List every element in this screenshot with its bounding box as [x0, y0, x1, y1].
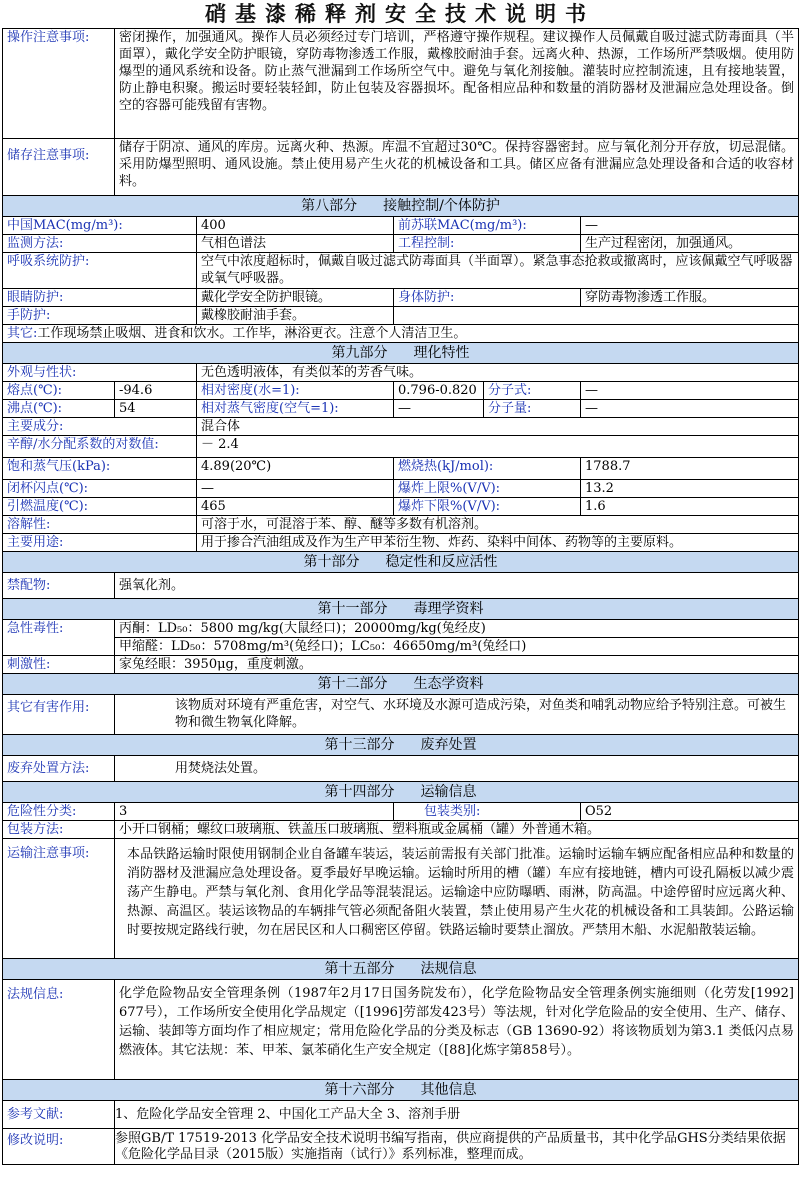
irritation-row: [3, 656, 799, 674]
revision-value: 参照GB/T 17519-2013 化学品安全技术说明书编写指南，供应商提供的产品质量书，其中化学品GHS分类结果依据《危险化学品目录（2015版）实施指南（试行）》系列标准，整理而成。: [115, 1129, 799, 1165]
eye-row: [3, 289, 799, 307]
hazard-class-label: 危险性分类:: [3, 803, 115, 821]
combustion-heat-label: 燃烧热(kJ/mol):: [394, 458, 581, 480]
regulation-row: [3, 980, 799, 1080]
engineering-value: 生产过程密闭，加强通风。: [581, 235, 799, 253]
reference-value: 1、危险化学品安全管理 2、中国化工产品大全 3、溶剂手册: [115, 1101, 799, 1129]
combustion-heat-value: 1788.7: [581, 458, 799, 480]
eye-value: 戴化学安全防护眼镜。: [197, 289, 394, 307]
vapor-pressure-row: [3, 458, 799, 480]
irritation-label: 刺激性:: [3, 656, 115, 674]
hazard-class-value: 3: [115, 803, 394, 821]
hand-value: 戴橡胶耐油手套。: [197, 307, 394, 325]
appearance-row: [3, 364, 799, 382]
appearance-label: 外观与性状:: [3, 364, 197, 382]
flash-point-value: —: [197, 480, 394, 498]
molecular-weight-value: —: [581, 400, 799, 418]
monitor-value: 气相色谱法: [197, 235, 394, 253]
ignition-row: [3, 498, 799, 516]
packaging-value: 小开口钢桶；螺纹口玻璃瓶、铁盖压口玻璃瓶、塑料瓶或金属桶（罐）外普通木箱。: [115, 821, 799, 839]
mac-cn-label: 中国MAC(mg/m³):: [3, 217, 197, 235]
use-value: 用于掺合汽油组成及作为生产甲苯衍生物、炸药、染料中间体、药物等的主要原料。: [197, 534, 799, 552]
packaging-row: [3, 821, 799, 839]
vapor-density-label: 相对蒸气密度(空气=1):: [197, 400, 394, 418]
lower-limit-value: 1.6: [581, 498, 799, 516]
section-13-title: 废弃处置: [420, 737, 477, 753]
section-12-number: 第十二部分: [317, 676, 388, 692]
revision-label: 修改说明:: [3, 1129, 115, 1165]
body-label: 身体防护:: [394, 289, 581, 307]
logp-row: [3, 436, 799, 458]
reference-label: 参考文献:: [3, 1101, 115, 1129]
flash-row: [3, 480, 799, 498]
section-10-title: 稳定性和反应活性: [385, 554, 498, 570]
section-16-number: 第十六部分: [324, 1082, 395, 1098]
section-11-number: 第十一部分: [317, 601, 388, 617]
incompat-value: 强氧化剂。: [115, 573, 799, 599]
upper-limit-value: 13.2: [581, 480, 799, 498]
operation-text: 密闭操作，加强通风。操作人员必须经过专门培训，严格遵守操作规程。建议操作人员佩戴自吸过滤式防毒面具（半面罩），戴化学安全防护眼镜，穿防毒物渗透工作服，戴橡胶耐油手套。远离火种、热源，工作场所严禁吸烟。使用防爆型的通风系统和设备。防止蒸气泄漏到工作场所空气中。避免与氧化剂接触。灌装时应控制流速，且有接地装置，防止静电积聚。搬运时要轻装轻卸，防止包装及容器损坏。配备相应品种和数量的消防器材及泄漏应急处理设备。倒空的容器可能残留有害物。: [115, 29, 799, 139]
revision-row: [3, 1129, 799, 1165]
section-9-title: 理化特性: [413, 345, 470, 361]
other-label: 其它:: [7, 326, 38, 341]
section-15-number: 第十五部分: [324, 961, 395, 977]
storage-text: 储存于阴凉、通风的库房。远离火种、热源。库温不宜超过30℃。保持容器密封。应与氧化剂分开存放，切忌混储。采用防爆型照明、通风设施。禁止使用易产生火花的机械设备和工具。储区应备有泄漏应急处理设备和合适的收容材料。: [115, 139, 799, 196]
transport-notes-row: [3, 839, 799, 959]
mac-su-value: —: [581, 217, 799, 235]
logp-value: － 2.4: [197, 436, 799, 458]
monitor-label: 监测方法:: [3, 235, 197, 253]
component-row: [3, 418, 799, 436]
section-12-header: [3, 674, 799, 695]
section-14-header: [3, 782, 799, 803]
solubility-label: 溶解性:: [3, 516, 197, 534]
eco-label: 其它有害作用:: [3, 695, 115, 735]
melting-row: [3, 382, 799, 400]
package-category-label: 包装类别:: [394, 803, 581, 821]
respiratory-label: 呼吸系统防护:: [3, 253, 197, 289]
regulation-label: 法规信息:: [3, 980, 115, 1080]
use-row: [3, 534, 799, 552]
mac-row: [3, 217, 799, 235]
storage-label: 储存注意事项:: [3, 139, 115, 196]
reference-row: [3, 1101, 799, 1129]
incompat-label: 禁配物:: [3, 573, 115, 599]
sds-table: [2, 28, 799, 1165]
vapor-pressure-label: 饱和蒸气压(kPa):: [3, 458, 197, 480]
storage-row: [3, 139, 799, 196]
lower-limit-label: 爆炸下限%(V/V):: [394, 498, 581, 516]
package-category-value: O52: [581, 803, 799, 821]
disposal-row: [3, 756, 799, 782]
section-13-number: 第十三部分: [324, 737, 395, 753]
transport-notes-value: 本品铁路运输时限使用钢制企业自备罐车装运，装运前需报有关部门批准。运输时运输车辆应配备相应品种和数量的消防器材及泄漏应急处理设备。夏季最好早晚运输。运输时所用的槽（罐）车应有接地链，槽内可设孔隔板以减少震荡产生静电。严禁与氧化剂、食用化学品等混装混运。运输途中应防曝晒、雨淋，防高温。中途停留时应远离火种、热源、高温区。装运该物品的车辆排气管必须配备阻火装置，禁止使用易产生火花的机械设备和工具装卸。公路运输时要按规定路线行驶，勿在居民区和人口稠密区停留。铁路运输时要禁止溜放。严禁用木船、水泥船散装运输。: [115, 839, 799, 959]
flash-point-label: 闭杯闪点(℃):: [3, 480, 197, 498]
boiling-row: [3, 400, 799, 418]
monitor-row: [3, 235, 799, 253]
disposal-label: 废弃处置方法:: [3, 756, 115, 782]
hand-row: [3, 307, 799, 325]
mac-su-label: 前苏联MAC(mg/m³):: [394, 217, 581, 235]
section-9-number: 第九部分: [331, 345, 388, 361]
melting-value: -94.6: [115, 382, 197, 400]
acute-value-1: 丙酮：LD₅₀：5800 mg/kg(大鼠经口)；20000mg/kg(兔经皮): [115, 620, 799, 638]
hand-row-empty: [394, 307, 799, 325]
disposal-value: 用焚烧法处置。: [115, 756, 799, 782]
document-title: 硝基漆稀释剂安全技术说明书: [205, 1, 595, 26]
component-value: 混合体: [197, 418, 799, 436]
logp-label: 辛醇/水分配系数的对数值:: [3, 436, 197, 458]
section-11-header: [3, 599, 799, 620]
formula-value: —: [581, 382, 799, 400]
packaging-label: 包装方法:: [3, 821, 115, 839]
respiratory-value: 空气中浓度超标时，佩戴自吸过滤式防毒面具（半面罩）。紧急事态抢救或撤离时，应该佩戴空气呼吸器或氧气呼吸器。: [197, 253, 799, 289]
mac-cn-value: 400: [197, 217, 394, 235]
boiling-label: 沸点(℃):: [3, 400, 115, 418]
section-8-header: [3, 196, 799, 217]
acute-label: 急性毒性:: [3, 620, 115, 656]
eye-label: 眼睛防护:: [3, 289, 197, 307]
body-value: 穿防毒物渗透工作服。: [581, 289, 799, 307]
melting-label: 熔点(℃):: [3, 382, 115, 400]
engineering-label: 工程控制:: [394, 235, 581, 253]
eco-value: 该物质对环境有严重危害，对空气、水环境及水源可造成污染，对鱼类和哺乳动物应给予特别注意。可被生物和微生物氧化降解。: [115, 695, 799, 735]
regulation-value: 化学危险物品安全管理条例（1987年2月17日国务院发布），化学危险物品安全管理条例实施细则（化劳发[1992] 677号），工作场所安全使用化学品规定（[1996]劳部发423号）等法规，针对化学危险品的安全使用、生产、储存、运输、装卸等方面均作了相应规定；常用危险化学品的分类及标志（GB 13690-92）将该物质划为第3.1 类低闪点易燃液体。其它法规：苯、甲苯、氯苯硝化生产安全规定（[88]化炼字第858号）。: [115, 980, 799, 1080]
vapor-pressure-value: 4.89(20℃): [197, 458, 394, 480]
irritation-value: 家兔经眼：3950μg，重度刺激。: [115, 656, 799, 674]
formula-label: 分子式:: [484, 382, 581, 400]
molecular-weight-label: 分子量:: [484, 400, 581, 418]
density-label: 相对密度(水=1):: [197, 382, 394, 400]
transport-notes-label: 运输注意事项:: [3, 839, 115, 959]
section-15-title: 法规信息: [420, 961, 477, 977]
acute-row-1: [3, 620, 799, 638]
vapor-density-value: —: [394, 400, 484, 418]
respiratory-row: [3, 253, 799, 289]
acute-value-2: 甲缩醛：LD₅₀：5708mg/m³(兔经口)；LC₅₀：46650mg/m³(兔经口): [115, 638, 799, 656]
section-10-header: [3, 552, 799, 573]
section-16-header: [3, 1080, 799, 1101]
section-14-title: 运输信息: [420, 784, 477, 800]
eco-row: [3, 695, 799, 735]
density-value: 0.796-0.820: [394, 382, 484, 400]
use-label: 主要用途:: [3, 534, 197, 552]
section-10-number: 第十部分: [303, 554, 360, 570]
section-15-header: [3, 959, 799, 980]
solubility-value: 可溶于水，可混溶于苯、醇、醚等多数有机溶剂。: [197, 516, 799, 534]
hand-label: 手防护:: [3, 307, 197, 325]
appearance-value: 无色透明液体，有类似苯的芳香气味。: [197, 364, 799, 382]
operation-row: [3, 29, 799, 139]
section-11-title: 毒理学资料: [413, 601, 484, 617]
other-value: 工作现场禁止吸烟、进食和饮水。工作毕，淋浴更衣。注意个人清洁卫生。: [37, 326, 467, 341]
component-label: 主要成分:: [3, 418, 197, 436]
section-12-title: 生态学资料: [413, 676, 484, 692]
incompat-row: [3, 573, 799, 599]
section-8-title: 接触控制/个体防护: [383, 198, 500, 214]
boiling-value: 54: [115, 400, 197, 418]
solubility-row: [3, 516, 799, 534]
acute-row-2: [3, 638, 799, 656]
section-16-title: 其他信息: [420, 1082, 477, 1098]
hazard-class-row: [3, 803, 799, 821]
section-13-header: [3, 735, 799, 756]
section-8-number: 第八部分: [301, 198, 358, 214]
other-row: [3, 325, 799, 343]
ignition-label: 引燃温度(℃):: [3, 498, 197, 516]
upper-limit-label: 爆炸上限%(V/V):: [394, 480, 581, 498]
section-9-header: [3, 343, 799, 364]
operation-label: 操作注意事项:: [3, 29, 115, 139]
ignition-value: 465: [197, 498, 394, 516]
section-14-number: 第十四部分: [324, 784, 395, 800]
